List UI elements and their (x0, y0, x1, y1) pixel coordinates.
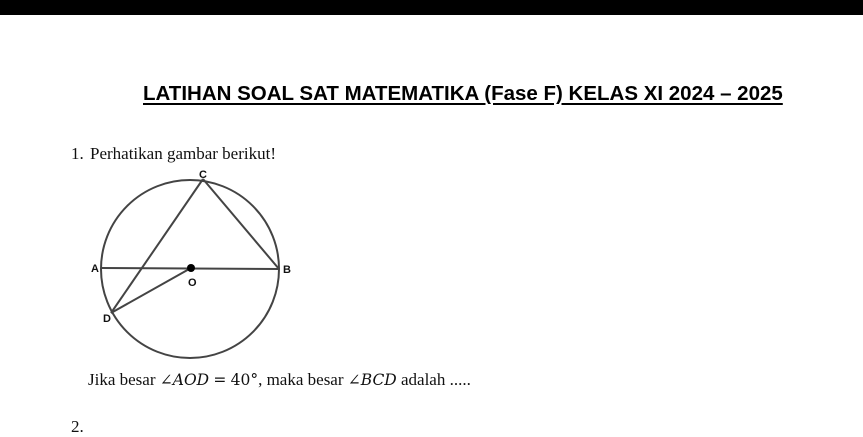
angle-symbol-asked: ∠ (347, 371, 361, 389)
label-c: C (199, 169, 207, 181)
chord-cd (111, 179, 203, 313)
center-point-o (187, 264, 195, 272)
label-d: D (103, 313, 111, 325)
question-2-number: 2. (71, 417, 84, 436)
equals-sign: = (213, 371, 227, 389)
radius-od (111, 268, 191, 313)
text-before: Jika besar (88, 370, 156, 389)
label-a: A (91, 263, 99, 275)
top-black-bar (0, 0, 863, 15)
question-1-number: 1. (71, 144, 84, 163)
question-1-text (88, 370, 471, 390)
angle-name-given: AOD (172, 371, 210, 389)
angle-symbol-given: ∠ (159, 371, 173, 389)
label-b: B (283, 264, 291, 276)
circle-geometry-figure (88, 166, 308, 366)
label-o: O (188, 277, 197, 289)
question-1-prompt: Perhatikan gambar berikut! (90, 144, 276, 163)
angle-name-asked: BCD (360, 371, 397, 389)
text-after: adalah ..... (400, 370, 471, 389)
angle-value: 40° (230, 371, 259, 389)
text-middle: , maka besar (258, 370, 344, 389)
page-title: LATIHAN SOAL SAT MATEMATIKA (Fase F) KELAS XI 2024 – 2025 (143, 82, 783, 105)
